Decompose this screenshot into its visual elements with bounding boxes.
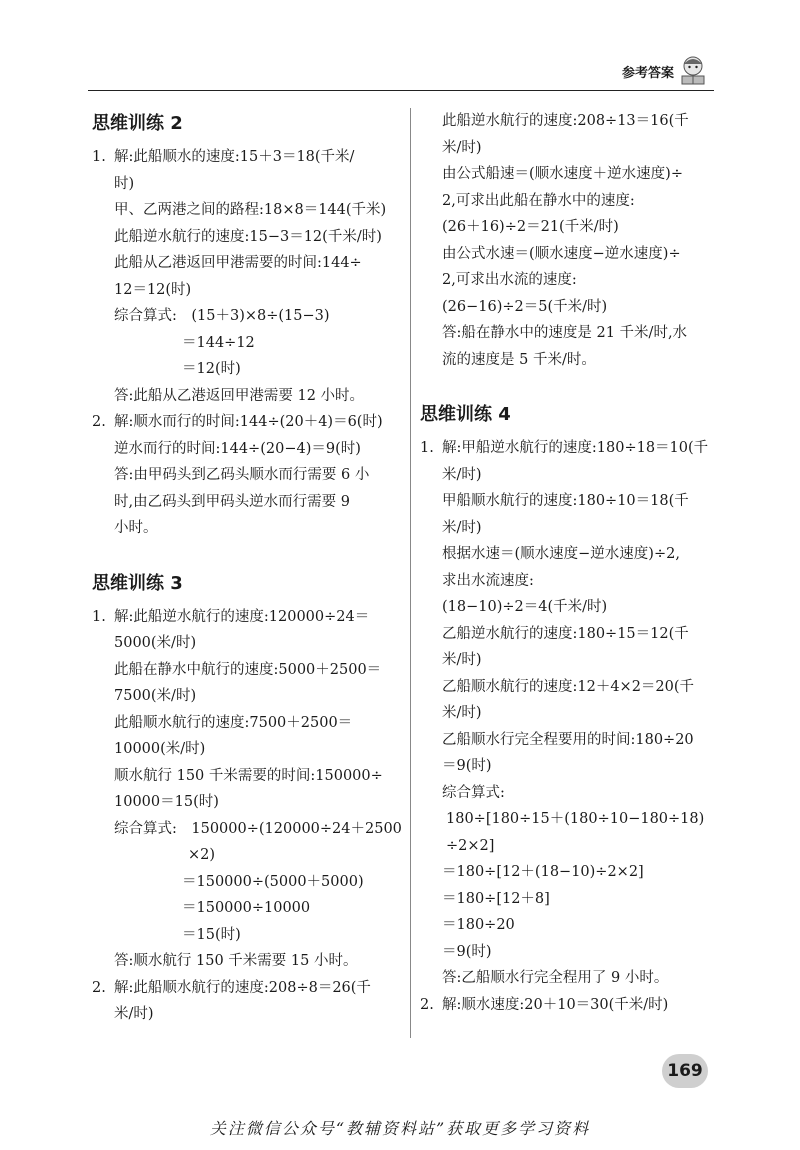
answer-line: 此船顺水航行的速度:7500＋2500＝ xyxy=(114,714,353,731)
answer-line xyxy=(92,975,412,1002)
question-number: 2. xyxy=(92,979,106,996)
answer-line: 此船逆水航行的速度:208÷13＝16(千 xyxy=(442,113,689,129)
answer-line: ＝180÷[12＋8] xyxy=(442,890,550,907)
answer-line: 米/时) xyxy=(442,652,482,668)
answer-line: 米/时) xyxy=(442,519,482,536)
answer-line: 10000(米/时) xyxy=(114,741,206,757)
answer-line: 乙船顺水航行的速度:12＋4×2＝20(千 xyxy=(442,678,695,695)
answer-line xyxy=(92,144,412,171)
answer-line: 综合算式: (15＋3)×8÷(15−3) xyxy=(114,308,330,324)
answer-line: 乙船逆水航行的速度:180÷15＝12(千 xyxy=(442,625,689,642)
answer-line: 米/时) xyxy=(442,139,482,156)
answer-line: 此船在静水中航行的速度:5000＋2500＝ xyxy=(114,661,382,678)
answer-line: (18−10)÷2＝4(千米/时) xyxy=(442,599,608,615)
answer-line: 逆水而行的时间:144÷(20−4)＝9(时) xyxy=(114,440,361,457)
answer-line: 时,由乙码头到甲码头逆水而行需要 9 xyxy=(114,493,350,510)
answer-line: 顺水航行 150 千米需要的时间:150000÷ xyxy=(114,767,383,784)
answer-line: 米/时) xyxy=(442,705,482,721)
answer-line: 2,可求出水流的速度: xyxy=(442,272,577,288)
answer-line: ×2) xyxy=(188,847,216,863)
answer-line: 答:乙船顺水行完全程用了 9 小时。 xyxy=(442,970,669,986)
answer-line: ＝150000÷10000 xyxy=(182,900,311,916)
answer-line: 小时。 xyxy=(114,520,158,536)
answer-line: 答:此船从乙港返回甲港需要 12 小时。 xyxy=(114,387,365,404)
header-rule xyxy=(88,90,714,91)
answer-text: 解:此船顺水的速度:15＋3＝18(千米/ xyxy=(114,149,355,165)
answer-line: 米/时) xyxy=(442,466,482,483)
left-column xyxy=(92,108,412,1028)
answer-line: 综合算式: 150000÷(120000÷24＋2500 xyxy=(114,820,402,837)
answer-line: 米/时) xyxy=(114,1006,154,1022)
section-title-4: 思维训练 4 xyxy=(420,404,511,425)
answer-line xyxy=(420,992,720,1019)
right-column xyxy=(420,108,720,1018)
answer-text: 解:顺水速度:20＋10＝30(千米/时) xyxy=(442,996,669,1013)
answer-line: 由公式水速＝(顺水速度−逆水速度)÷ xyxy=(442,245,681,262)
answer-line: 2,可求出此船在静水中的速度: xyxy=(442,192,635,209)
answer-line: 甲、乙两港之间的路程:18×8＝144(千米) xyxy=(114,202,387,218)
header-label: 参考答案 xyxy=(622,66,675,81)
section-title-3: 思维训练 3 xyxy=(92,572,183,594)
answer-line: ＝180÷20 xyxy=(442,917,515,933)
answer-line: 此船从乙港返回甲港需要的时间:144÷ xyxy=(114,255,362,271)
answer-line: 答:船在静水中的速度是 21 千米/时,水 xyxy=(442,325,688,341)
answer-line: 12＝12(时) xyxy=(114,281,192,298)
footer-note: 关注微信公众号“教辅资料站”获取更多学习资料 xyxy=(209,1119,591,1138)
answer-line xyxy=(92,409,412,436)
answer-line: (26＋16)÷2＝21(千米/时) xyxy=(442,219,619,235)
reading-child-icon xyxy=(676,52,710,86)
answer-line: ＝15(时) xyxy=(182,926,241,943)
answer-line: ＝144÷12 xyxy=(182,334,255,351)
answer-line: 此船逆水航行的速度:15−3＝12(千米/时) xyxy=(114,228,382,245)
answer-line: 7500(米/时) xyxy=(114,688,197,704)
answer-line: ＝9(时) xyxy=(442,943,492,960)
answer-line: (26−16)÷2＝5(千米/时) xyxy=(442,298,608,315)
question-number: 2. xyxy=(420,996,434,1013)
answer-line: ＝180÷[12＋(18−10)÷2×2] xyxy=(442,864,644,880)
answer-line xyxy=(92,604,412,631)
answer-line: 答:顺水航行 150 千米需要 15 小时。 xyxy=(114,953,358,969)
page-number: 169 xyxy=(662,1054,708,1088)
answer-line: 综合算式: xyxy=(442,784,505,801)
question-number: 1. xyxy=(420,440,434,456)
answer-line: 180÷[180÷15＋(180÷10−180÷18) xyxy=(446,811,705,827)
answer-line: ÷2×2] xyxy=(446,837,495,854)
answer-line: 10000＝15(时) xyxy=(114,794,219,810)
answer-line: 甲船顺水航行的速度:180÷10＝18(千 xyxy=(442,493,689,509)
answer-text: 解:甲船逆水航行的速度:180÷18＝10(千 xyxy=(442,440,709,456)
answer-text: 解:顺水而行的时间:144÷(20＋4)＝6(时) xyxy=(114,414,383,430)
answer-line: 乙船顺水行完全程要用的时间:180÷20 xyxy=(442,731,694,748)
section-title-2: 思维训练 2 xyxy=(92,113,183,134)
answer-line: ＝9(时) xyxy=(442,758,492,774)
answer-line xyxy=(420,435,720,462)
answer-line: 根据水速＝(顺水速度−逆水速度)÷2, xyxy=(442,546,680,562)
answer-line: 5000(米/时) xyxy=(114,635,197,651)
question-number: 2. xyxy=(92,414,106,430)
answer-text: 解:此船逆水航行的速度:120000÷24＝ xyxy=(114,608,370,625)
question-number: 1. xyxy=(92,149,106,165)
answer-line: 流的速度是 5 千米/时。 xyxy=(442,351,596,368)
answer-line: ＝150000÷(5000＋5000) xyxy=(182,873,364,890)
question-number: 1. xyxy=(92,608,106,625)
answer-line: 时) xyxy=(114,175,135,192)
answer-text: 解:此船顺水航行的速度:208÷8＝26(千 xyxy=(114,979,371,996)
answer-line: 求出水流速度: xyxy=(442,572,534,589)
answer-line: ＝12(时) xyxy=(182,361,241,377)
answer-line: 答:由甲码头到乙码头顺水而行需要 6 小 xyxy=(114,467,370,483)
answer-line: 由公式船速＝(顺水速度＋逆水速度)÷ xyxy=(442,166,683,182)
